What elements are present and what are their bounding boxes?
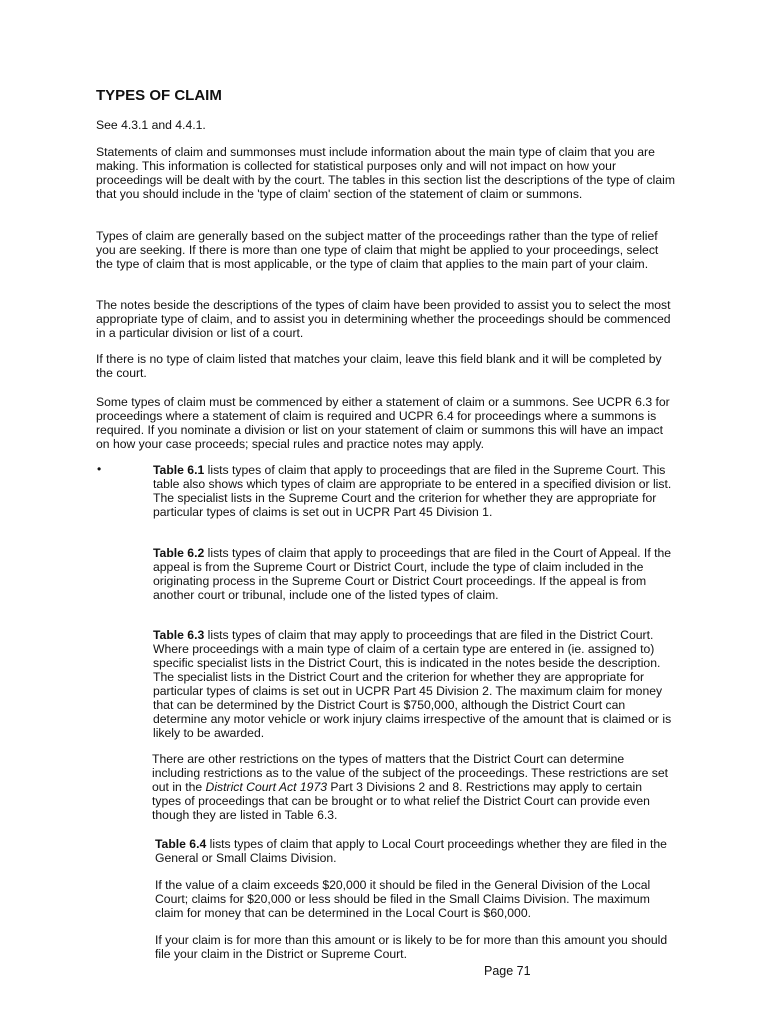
paragraph-no-type: If there is no type of claim listed that matches your claim, leave this field blank and it will be completed by the court. bbox=[96, 352, 662, 380]
table-6-3-description bbox=[153, 628, 673, 740]
paragraph-commencement: Some types of claim must be commenced by either a statement of claim or a summons. See UCPR 6.3 for proceedings where a statement of claim is required and UCPR 6.4 for proceedings where a summons is required. If you nominate a division or list on your statement of claim or summons this will have an impact on how your case proceeds; special rules and practice notes may apply. bbox=[96, 395, 670, 451]
table-6-3-label: Table 6.3 bbox=[153, 628, 205, 642]
table-6-1-text: lists types of claim that apply to proceedings that are filed in the Supreme Court. This table also shows which types of claim are appropriate to be entered in a specified division or list. The specialist lists in the Supreme Court and the criterion for whether they are appropriate for particular types of claims is set out in UCPR Part 45 Division 1. bbox=[153, 463, 672, 519]
local-court-more-paragraph: If your claim is for more than this amount or is likely to be for more than this amount you should file your claim in the District or Supreme Court. bbox=[155, 933, 668, 961]
page-number: Page 71 bbox=[484, 964, 531, 978]
paragraph-see-reference: See 4.3.1 and 4.4.1. bbox=[96, 118, 206, 132]
table-6-2-label: Table 6.2 bbox=[153, 546, 205, 560]
table-6-3-text: lists types of claim that may apply to proceedings that are filed in the District Court. Where proceedings with a main type of claim of a certain type are entered in (ie. assigned to) specific specialist lists in the District Court, this is indicated in the notes beside the description. The specialist lists in the District Court and the criterion for whether they are appropriate for particular types of claims is set out in UCPR Part 45 Division 2. The maximum claim for money that can be determined by the District Court is $750,000, although the District Court can determine any motor vehicle or work injury claims irrespective of the amount that is claimed or is likely to be awarded. bbox=[153, 628, 672, 740]
table-6-4-label: Table 6.4 bbox=[155, 837, 207, 851]
restrictions-paragraph bbox=[152, 752, 672, 822]
table-6-1-label: Table 6.1 bbox=[153, 463, 205, 477]
paragraph-types-of-claim: Types of claim are generally based on the subject matter of the proceedings rather than the type of relief you are seeking. If there is more than one type of claim that might be applied to your proceedings, select the type of claim that is most applicable, or the type of claim that applies to the main part of your claim. bbox=[96, 229, 659, 271]
bullet-marker: • bbox=[97, 462, 102, 476]
local-court-value-paragraph: If the value of a claim exceeds $20,000 it should be filed in the General Division of the Local Court; claims for $20,000 or less should be filed in the Small Claims Division. The maximum claim for money that can be determined in the Local Court is $60,000. bbox=[155, 878, 651, 920]
table-6-2-description bbox=[153, 546, 673, 602]
paragraph-notes: The notes beside the descriptions of the types of claim have been provided to assist you to select the most appropriate type of claim, and to assist you in determining whether the proceedings should be commenced in a particular division or list of a court. bbox=[96, 298, 671, 340]
page-title: TYPES OF CLAIM bbox=[96, 87, 222, 104]
restrictions-text-after: Part 3 Divisions 2 and 8. Restrictions may apply to certain types of proceedings that can be brought or to what relief the District Court can provide even though they are listed in Table 6.3. bbox=[152, 780, 650, 822]
table-6-4-description bbox=[155, 837, 675, 865]
table-6-1-description bbox=[153, 463, 673, 519]
table-6-4-text: lists types of claim that apply to Local Court proceedings whether they are filed in the General or Small Claims Division. bbox=[155, 837, 667, 865]
district-court-act: District Court Act 1973 bbox=[205, 780, 327, 794]
paragraph-statements-of-claim: Statements of claim and summonses must include information about the main type of claim that you are making. This information is collected for statistical purposes only and will not impact on how your proceedings will be dealt with by the court. The tables in this section list the descriptions of the type of claim that you should include in the 'type of claim' section of the statement of claim or summons. bbox=[96, 145, 675, 201]
restrictions-text-before: There are other restrictions on the types of matters that the District Court can determine including restrictions as to the value of the subject of the proceedings. These restrictions are set out in the bbox=[152, 752, 668, 794]
table-6-2-text: lists types of claim that apply to proceedings that are filed in the Court of Appeal. If the appeal is from the Supreme Court or District Court, include the type of claim included in the originating process in the Supreme Court or District Court proceedings. If the appeal is from another court or tribunal, include one of the listed types of claim. bbox=[153, 546, 672, 602]
